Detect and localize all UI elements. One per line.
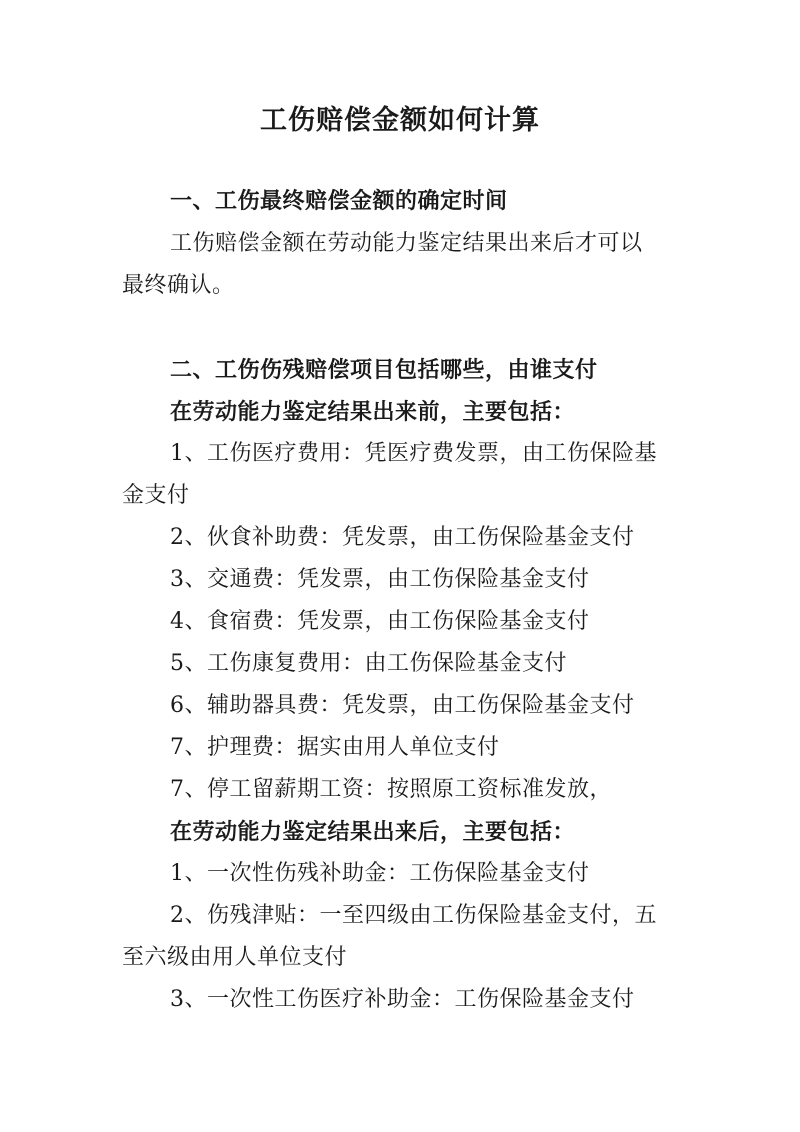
list-item: 5、工伤康复费用：由工伤保险基金支付 bbox=[170, 651, 567, 676]
document-title: 工伤赔偿金额如何计算 bbox=[260, 105, 540, 136]
paragraph-line: 工伤赔偿金额在劳动能力鉴定结果出来后才可以 bbox=[170, 231, 643, 256]
list-item: 2、伤残津贴：一至四级由工伤保险基金支付，五 bbox=[170, 903, 657, 928]
list-item: 3、一次性工伤医疗补助金：工伤保险基金支付 bbox=[170, 987, 635, 1012]
list-item: 1、工伤医疗费用：凭医疗费发票，由工伤保险基 bbox=[170, 441, 657, 466]
section-heading-1: 一、工伤最终赔偿金额的确定时间 bbox=[170, 188, 508, 214]
list-item: 7、护理费：据实由用人单位支付 bbox=[170, 735, 500, 760]
list-item: 3、交通费：凭发票，由工伤保险基金支付 bbox=[170, 567, 590, 592]
list-item: 7、停工留薪期工资：按照原工资标准发放， bbox=[170, 777, 612, 802]
list-item-continuation: 至六级由用人单位支付 bbox=[122, 945, 348, 970]
list-item: 6、辅助器具费：凭发票，由工伤保险基金支付 bbox=[170, 693, 635, 718]
list-item: 2、伙食补助费：凭发票，由工伤保险基金支付 bbox=[170, 525, 635, 550]
section-heading-2: 二、工伤伤残赔偿项目包括哪些，由谁支付 bbox=[170, 357, 598, 383]
subsection-intro-after: 在劳动能力鉴定结果出来后，主要包括： bbox=[170, 819, 576, 845]
subsection-intro-before: 在劳动能力鉴定结果出来前，主要包括： bbox=[170, 399, 576, 425]
paragraph-line: 最终确认。 bbox=[122, 273, 235, 298]
list-item: 4、食宿费：凭发票，由工伤保险基金支付 bbox=[170, 609, 590, 634]
list-item: 1、一次性伤残补助金：工伤保险基金支付 bbox=[170, 861, 590, 886]
list-item-continuation: 金支付 bbox=[122, 483, 190, 508]
